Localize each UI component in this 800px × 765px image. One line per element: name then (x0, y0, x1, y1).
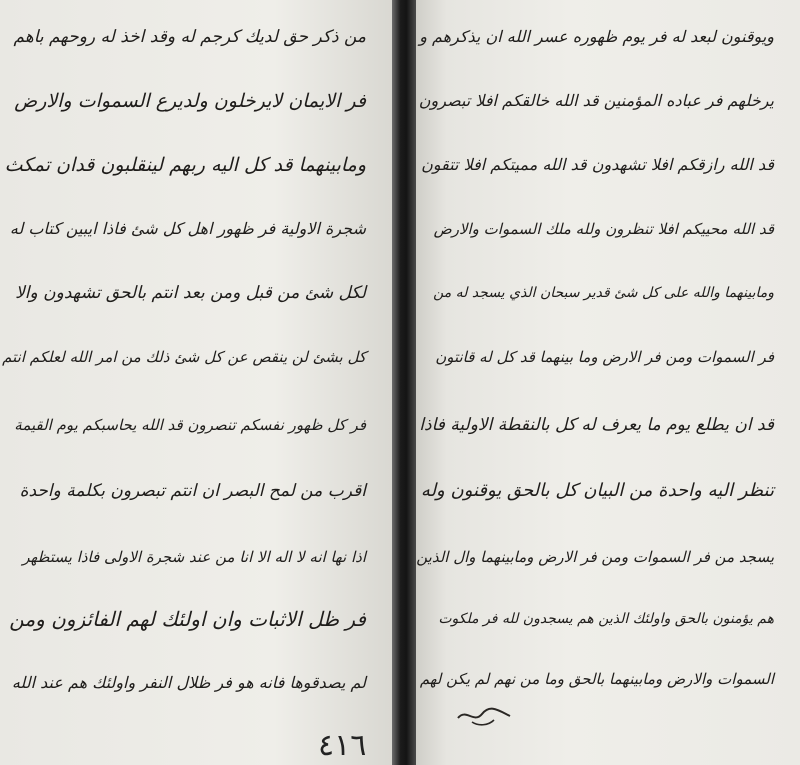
manuscript-line: لكل شئ من قبل ومن بعد انتم بالحق تشهدون والا (15, 283, 366, 303)
page-number: ٤١٦ (318, 728, 367, 763)
left-page (0, 0, 392, 765)
book-gutter (392, 0, 416, 765)
flourish-mark (454, 700, 514, 730)
manuscript-line: ومابينهما والله على كل شئ قدير سبحان الذي يسجد له من (433, 285, 774, 301)
manuscript-line: فر كل ظهور نفسكم تنصرون قد الله يحاسبكم يوم القيمة (14, 416, 366, 434)
manuscript-line: اذا نها انه لا اله الا انا من عند شجرة الاولى فاذا يستظهر (22, 548, 366, 566)
catchword-flourish (454, 700, 514, 730)
manuscript-line: فر السموات ومن فر الارض وما بينهما قد كل له قانتون (435, 348, 774, 366)
manuscript-line: فر الايمان لايرخلون ولديرع السموات والارض (14, 90, 366, 112)
manuscript-line: لم يصدقوها فانه هو فر ظلال النفر واولئك هم عند الله (11, 673, 366, 692)
manuscript-line: قد الله رازقكم افلا تشهدون قد الله مميتكم افلا تتقون (421, 155, 774, 174)
manuscript-line: كل بشئ لن ينقص عن كل شئ ذلك من امر الله لعلكم انتم (2, 348, 366, 366)
manuscript-line: اقرب من لمح البصر ان انتم تبصرون بكلمة واحدة (19, 481, 366, 501)
manuscript-line: شجرة الاولية فر ظهور اهل كل شئ فاذا ايبين كتاب له (9, 219, 366, 238)
manuscript-line: ويوقنون لبعد له فر يوم ظهوره عسر الله ان يذكرهم و (419, 27, 774, 46)
manuscript-line: قد الله محييكم افلا تنظرون ولله ملك السموات والارض (433, 220, 774, 238)
manuscript-line: ومابينهما قد كل اليه ربهم لينقلبون قدان تمكث (4, 154, 366, 176)
manuscript-line: تنظر اليه واحدة من البيان كل بالحق يوقنون وله (420, 480, 774, 501)
manuscript-line: يسجد من فر السموات ومن فر الارض ومابينهما وال الذين (416, 548, 774, 566)
manuscript-line: فر ظل الاثبات وان اولئك لهم الفائزون ومن (9, 607, 366, 631)
manuscript-line: هم يؤمنون بالحق واولئك الذين هم يسجدون لله فر ملكوت (438, 611, 774, 627)
right-page (416, 0, 800, 765)
manuscript-line: يرخلهم فر عباده المؤمنين قد الله خالقكم افلا تبصرون (418, 91, 774, 110)
manuscript-line: السموات والارض ومابينهما بالحق وما من نهم لم يكن لهم (419, 670, 774, 688)
manuscript-line: قد ان يطلع يوم ما يعرف له كل بالنقطة الاولية فاذا (419, 415, 774, 435)
manuscript-line: من ذكر حق لديك كرجم له وقد اخذ له روحهم باهم (13, 27, 366, 47)
